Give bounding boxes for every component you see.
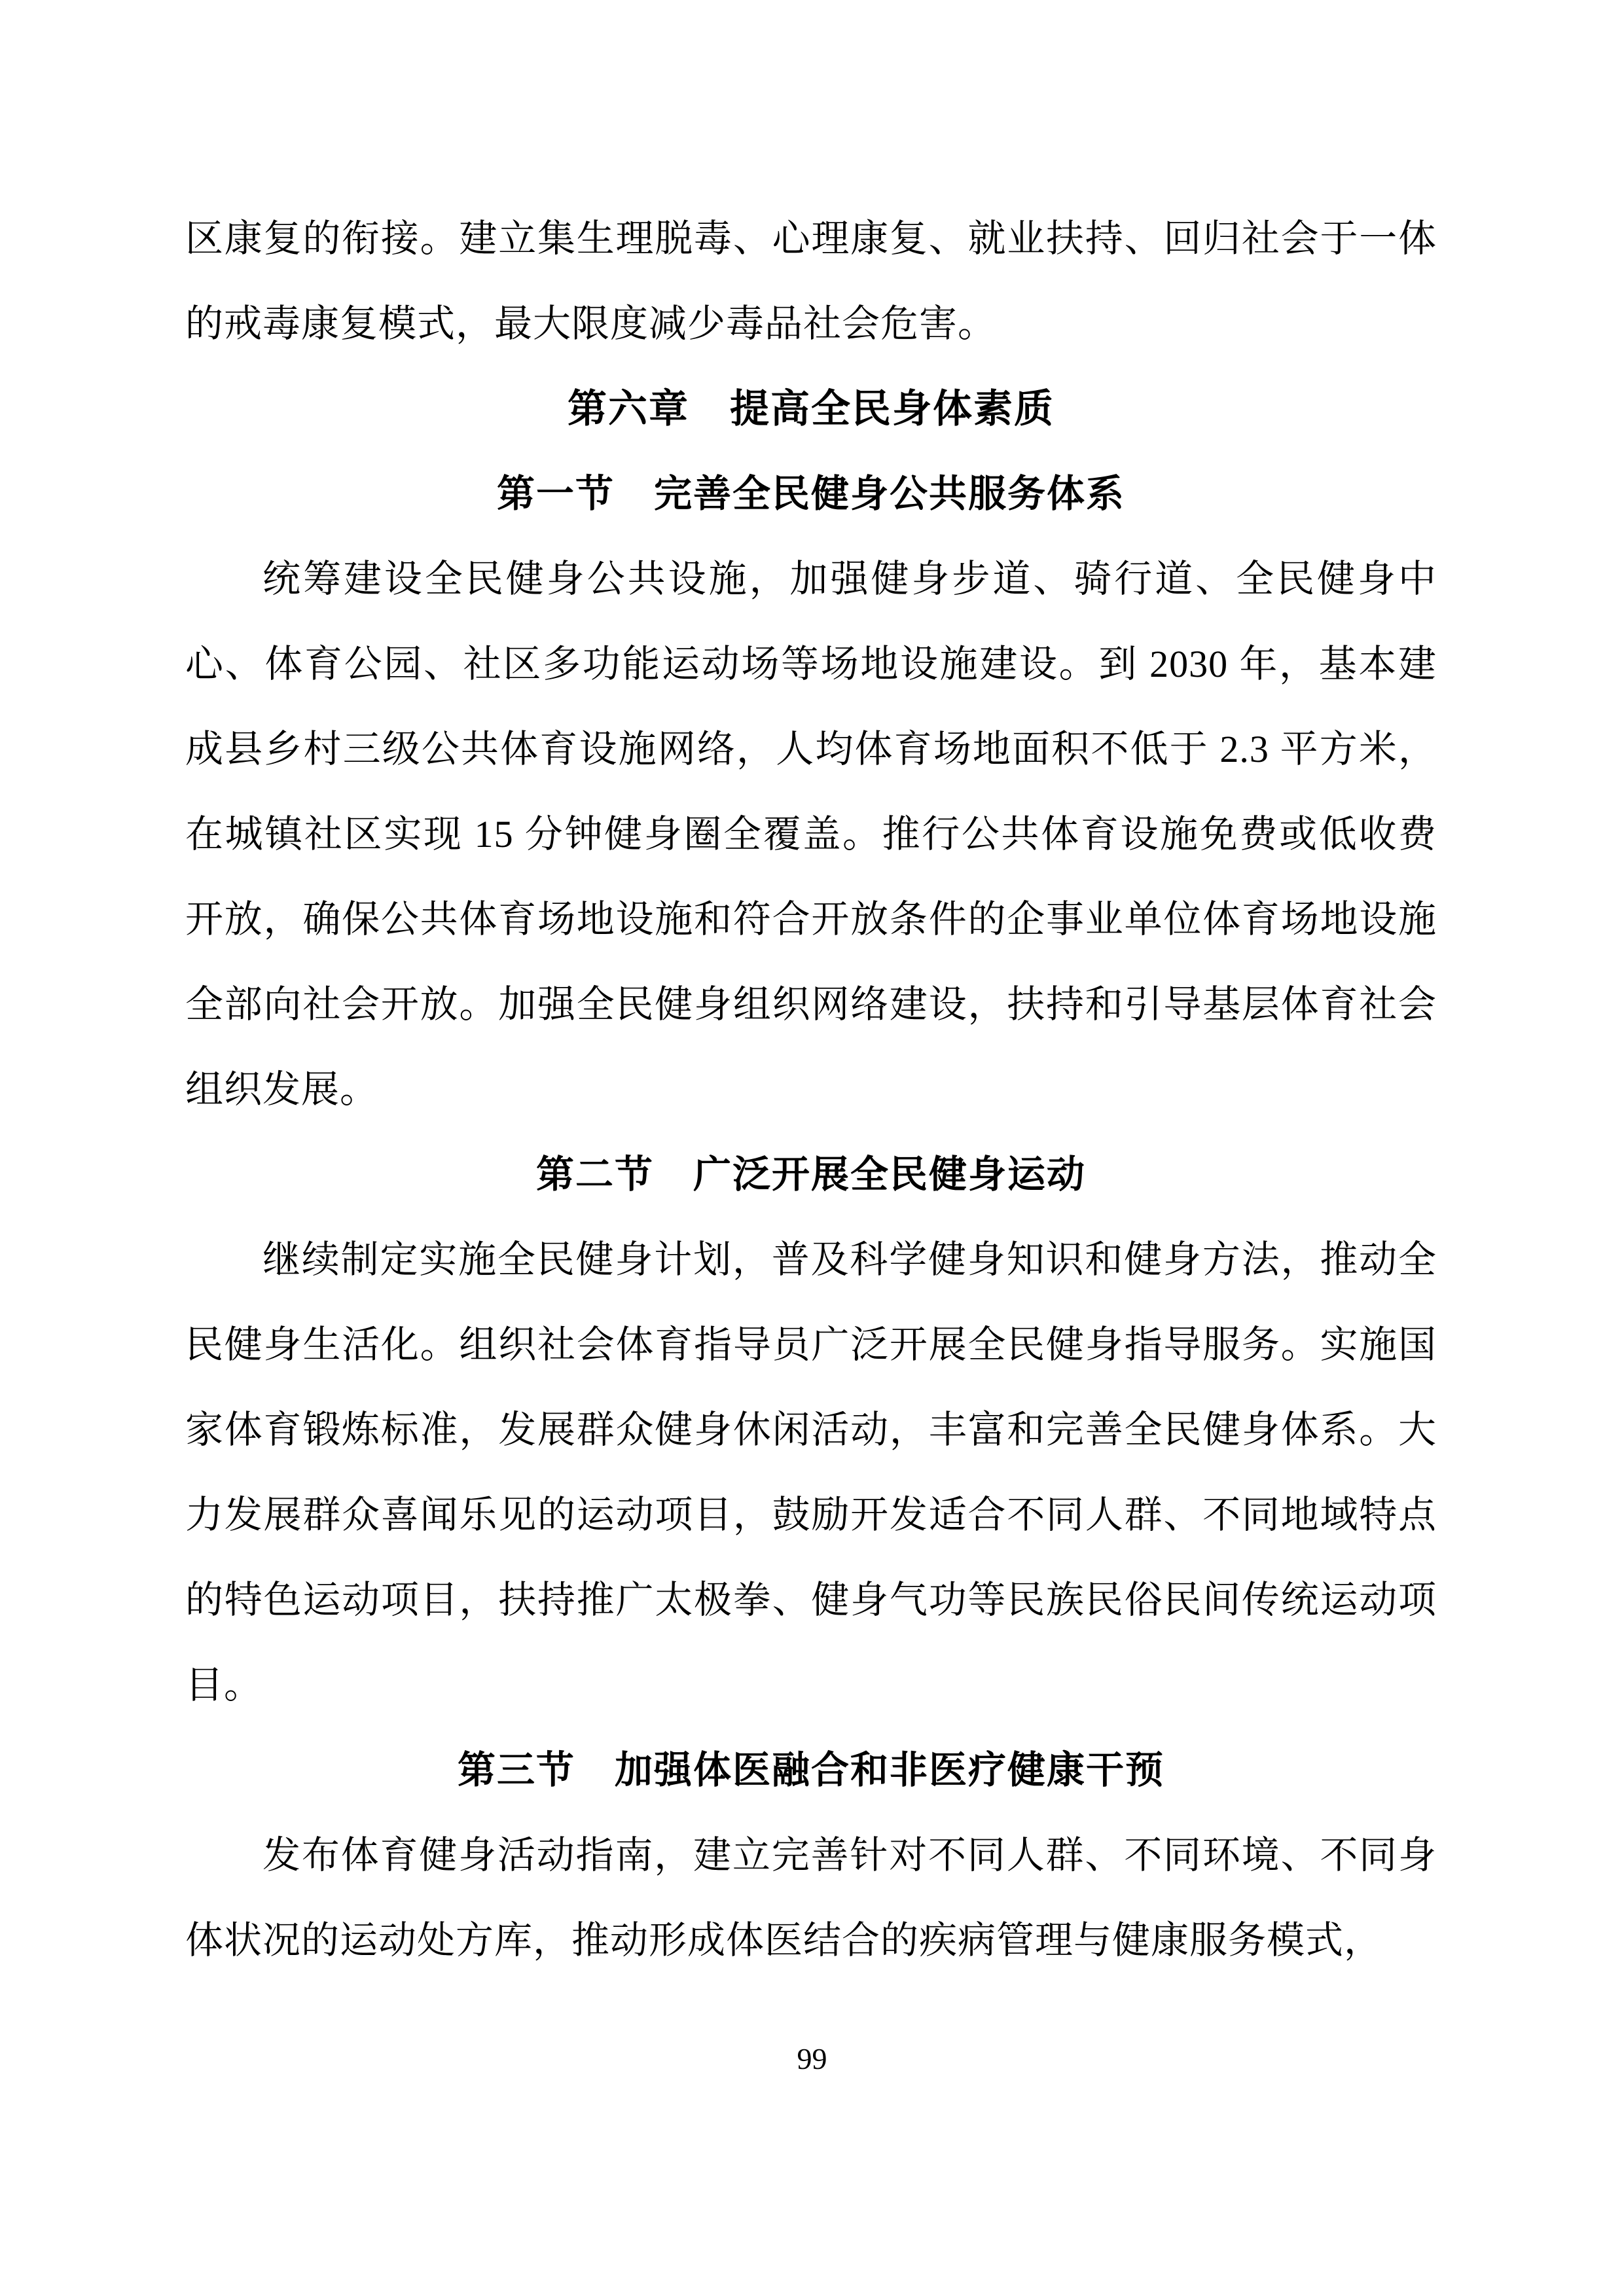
section-2-paragraph: 继续制定实施全民健身计划，普及科学健身知识和健身方法，推动全民健身生活化。组织社会体育指导员广泛开展全民健身指导服务。实施国家体育锻炼标准，发展群众健身休闲活动，丰富和完善全民健身体系。大力发展群众喜闻乐见的运动项目，鼓励开发适合不同人群、不同地域特点的特色运动项目，扶持推广太极拳、健身气功等民族民俗民间传统运动项目。: [185, 1238, 1437, 1706]
page-content: [185, 196, 1437, 1983]
section-1-paragraph: 统筹建设全民健身公共设施，加强健身步道、骑行道、全民健身中心、体育公园、社区多功能运动场等场地设施建设。到 2030 年，基本建成县乡村三级公共体育设施网络，人均体育场地面积不低于 2.3 平方米，在城镇社区实现 15 分钟健身圈全覆盖。推行公共体育设施免费或低收费开放，确保公共体育场地设施和符合开放条件的企事业单位体育场地设施全部向社会开放。加强全民健身组织网络建设，扶持和引导基层体育社会组织发展。: [185, 558, 1437, 1111]
section-3-paragraph: 发布体育健身活动指南，建立完善针对不同人群、不同环境、不同身体状况的运动处方库，推动形成体医结合的疾病管理与健康服务模式，: [185, 1834, 1437, 1962]
paragraph-continuation: 区康复的衔接。建立集生理脱毒、心理康复、就业扶持、回归社会于一体的戒毒康复模式，最大限度减少毒品社会危害。: [185, 217, 1437, 345]
page-number: 99: [797, 2042, 827, 2075]
chapter-heading: 第六章 提高全民身体素质: [568, 387, 1055, 431]
section-3-heading: 第三节 加强体医融合和非医疗健康干预: [457, 1749, 1164, 1791]
section-1-heading: 第一节 完善全民健身公共服务体系: [496, 473, 1125, 515]
section-2-heading: 第二节 广泛开展全民健身运动: [535, 1153, 1086, 1196]
